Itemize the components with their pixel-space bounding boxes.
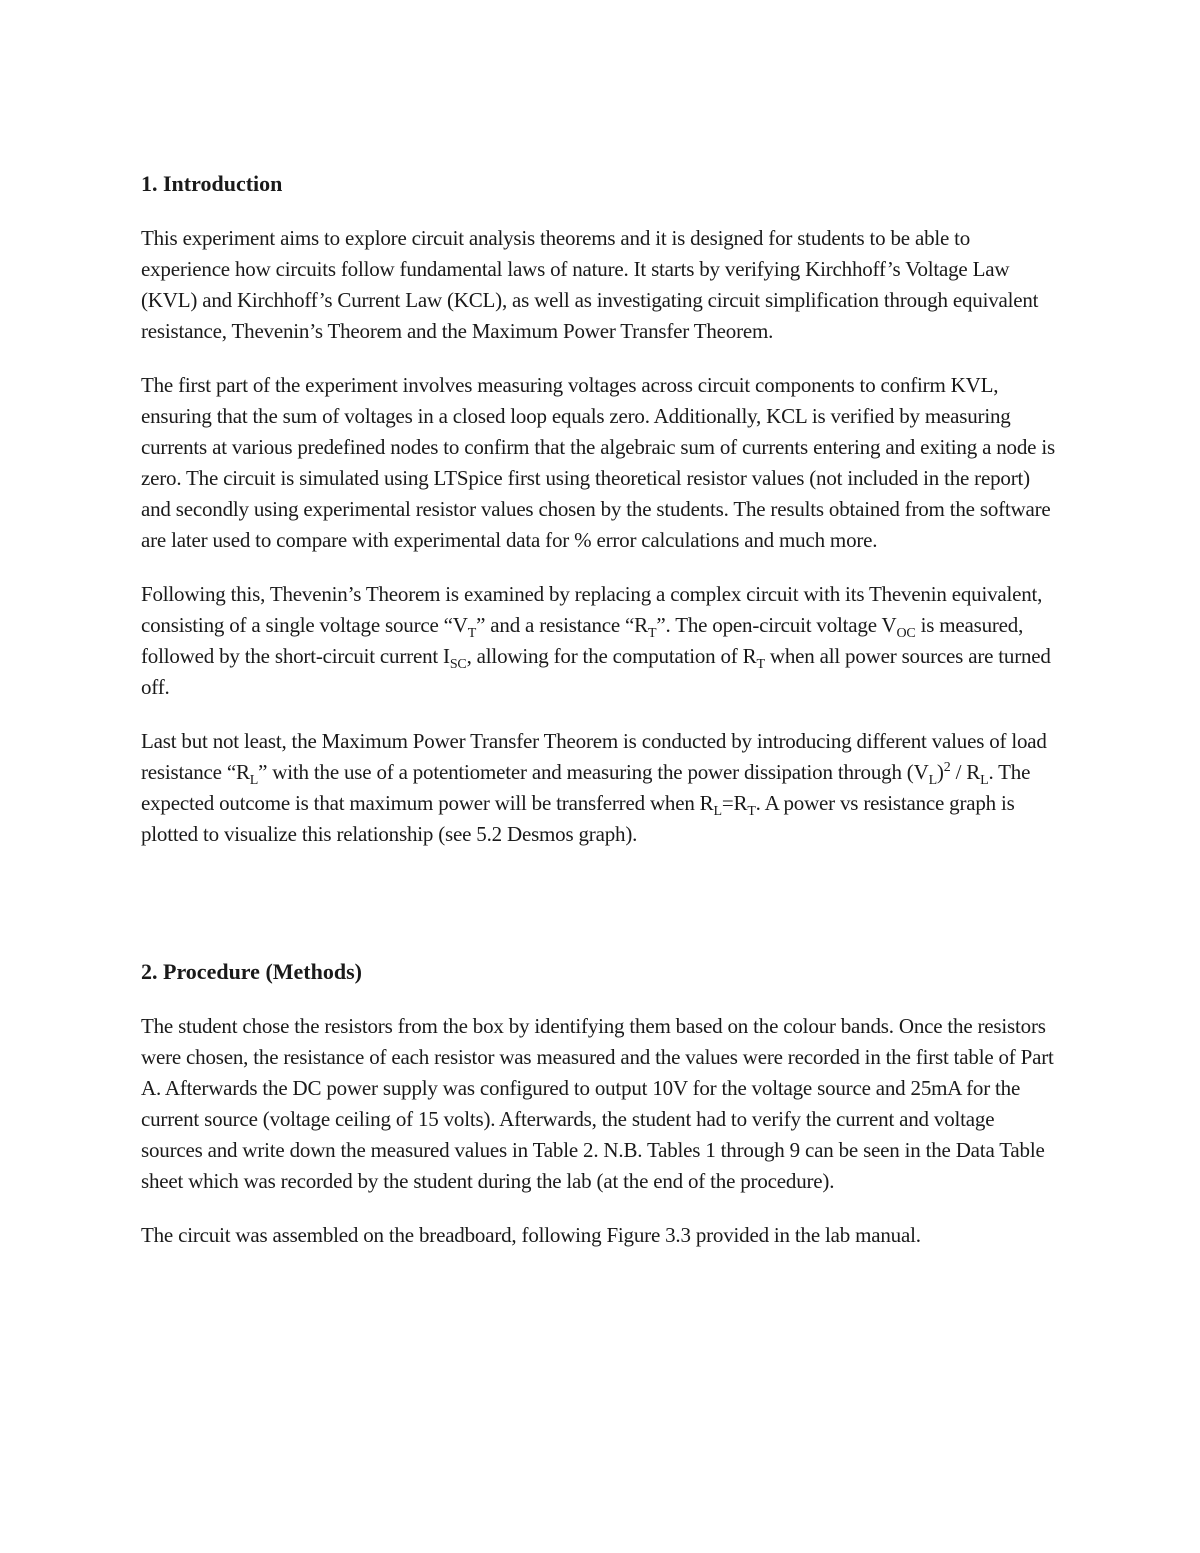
thevenin-paragraph: Following this, Thevenin’s Theorem is examined by replacing a complex circuit with its Thevenin equivalent, consisting of a single voltage source “$V_T$” and a resistance “$R_T$”. The open-circuit voltage $V_{OC}$ is measured, followed by the short-circuit current $I_{SC}$, allowing for the computation of $R_T$ when all power sources are turned off. [141, 582, 1051, 699]
procedure-paragraph-2: The circuit was assembled on the breadboard, following Figure 3.3 provided in the lab manual. [141, 1223, 921, 1247]
intro-paragraph-2: The first part of the experiment involves measuring voltages across circuit components to confirm KVL, ensuring that the sum of voltages in a closed loop equals zero. Additionally, KCL is verified by measuring currents at various predefined nodes to confirm that the algebraic sum of currents entering and exiting a node is zero. The circuit is simulated using LTSpice first using theoretical resistor values (not included in the report) and secondly using experimental resistor values chosen by the students. The results obtained from the software are later used to compare with experimental data for % error calculations and much more. [141, 373, 1055, 552]
intro-paragraph-1: This experiment aims to explore circuit analysis theorems and it is designed for students to be able to experience how circuits follow fundamental laws of nature. It starts by verifying Kirchhoff’s Voltage Law (KVL) and Kirchhoff’s Current Law (KCL), as well as investigating circuit simplification through equivalent resistance, Thevenin’s Theorem and the Maximum Power Transfer Theorem. [141, 226, 1039, 343]
max-power-transfer-paragraph: Last but not least, the Maximum Power Transfer Theorem is conducted by introducing different values of load resistance “$R_L$” with the use of a potentiometer and measuring the power dissipation through $(V_L)^2 / R_L$. The expected outcome is that maximum power will be transferred when $R_L=R_T$. A power vs resistance graph is plotted to visualize this relationship (see 5.2 Desmos graph). [141, 729, 1047, 846]
procedure-paragraph-1: The student chose the resistors from the box by identifying them based on the colour bands. Once the resistors were chosen, the resistance of each resistor was measured and the values were recorded in the first table of Part A. Afterwards the DC power supply was configured to output 10V for the voltage source and 25mA for the current source (voltage ceiling of 15 volts). Afterwards, the student had to verify the current and voltage sources and write down the measured values in Table 2. N.B. Tables 1 through 9 can be seen in the Data Table sheet which was recorded by the student during the lab (at the end of the procedure). [141, 1014, 1054, 1193]
document-page [141, 168, 1059, 1274]
introduction-section [141, 168, 1059, 850]
section-heading-procedure: 2. Procedure (Methods) [141, 959, 362, 984]
section-heading-introduction: 1. Introduction [141, 171, 283, 196]
procedure-section [141, 956, 1059, 1251]
section-spacer [141, 873, 1059, 956]
